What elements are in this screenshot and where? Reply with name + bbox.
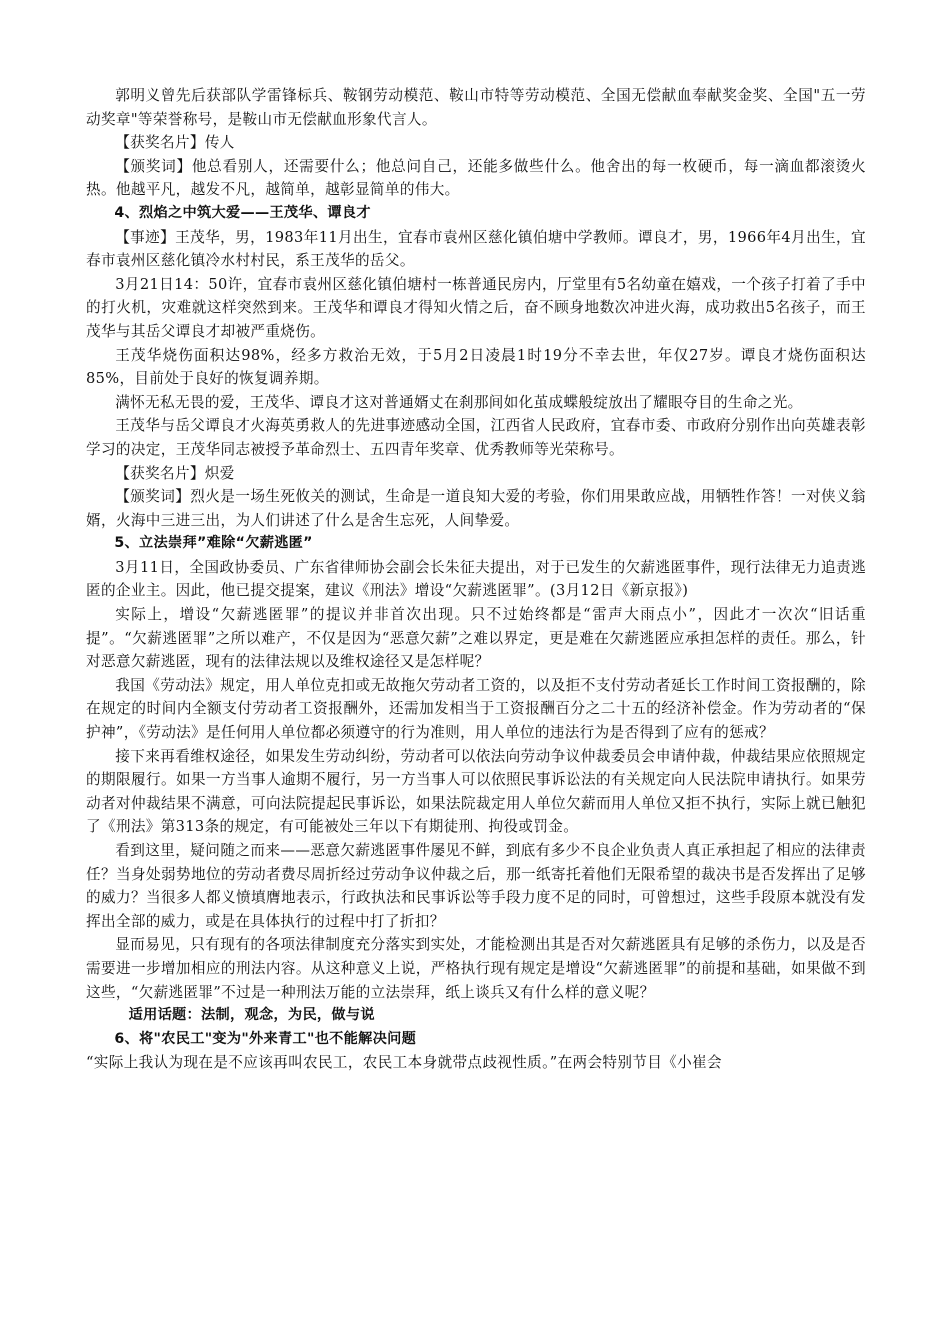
paragraph-love: 满怀无私无畏的爱，王茂华、谭良才这对普通婿丈在刹那间如化茧成蝶般绽放出了耀眼夺目的生命之光。 bbox=[115, 393, 803, 411]
paragraph-conclusion: 显而易见，只有现有的各项法律制度充分落实到实处，才能检测出其是否对欠薪逃匿具有足够的杀伤力，以及是否需要进一步增加相应的刑法内容。从这种意义上说，严格执行现有规定是增设“欠薪逃匿罪”的前提和基础，如果做不到这些，“欠薪逃匿罪”不过是一种刑法万能的立法崇拜，纸上谈兵又有什么样的意义呢？ bbox=[86, 936, 866, 1001]
paragraph-labor-law: 我国《劳动法》规定，用人单位克扣或无故拖欠劳动者工资的，以及拒不支付劳动者延长工作时间工资报酬的，除在规定的时间内全额支付劳动者工资报酬外，还需加发相当于工资报酬百分之二十五的经济补偿金。作为劳动者的“保护神”，《劳动法》是任何用人单位都必须遵守的行为准则，用人单位的违法行为是否得到了应有的惩戒？ bbox=[86, 676, 866, 742]
paragraph-honors: 郭明义曾先后获部队学雷锋标兵、鞍钢劳动模范、鞍山市特等劳动模范、全国无偿献血奉献奖金奖、全国"五一劳动奖章"等荣誉称号，是鞍山市无偿献血形象代言人。 bbox=[86, 87, 866, 128]
paragraph-burns: 王茂华烧伤面积达98%，经多方救治无效，于5月2日凌晨1时19分不幸去世，年仅27岁。谭良才烧伤面积达85%，目前处于良好的恢复调养期。 bbox=[86, 346, 866, 388]
award-citation-1: 【颁奖词】他总看别人，还需要什么；他总问自己，还能多做些什么。他舍出的每一枚硬币，每一滴血都滚烫火热。他越平凡，越发不凡，越简单，越彰显简单的伟大。 bbox=[86, 157, 866, 199]
section-heading-4: 4、烈焰之中筑大爱——王茂华、谭良才 bbox=[114, 204, 371, 221]
section-heading-5: 5、立法崇拜”难除“欠薪逃匿” bbox=[114, 535, 313, 552]
award-card-2: 【获奖名片】炽爱 bbox=[115, 464, 235, 482]
award-card-1: 【获奖名片】传人 bbox=[115, 134, 235, 152]
section-heading-6: 6、将"农民工"变为"外来青工"也不能解决问题 bbox=[114, 1030, 417, 1047]
paragraph-arbitration: 接下来再看维权途径，如果发生劳动纠纷，劳动者可以依法向劳动争议仲裁委员会申请仲裁，仲裁结果应依照规定的期限履行。如果一方当事人逾期不履行，另一方当事人可以依照民事诉讼法的有关规定向人民法院申请执行。如果劳动者对仲裁结果不满意，可向法院提起民事诉讼，如果法院裁定用人单位欠薪而用人单位又拒不执行，实际上就已触犯了《刑法》第313条的规定，有可能被处三年以下有期徒刑、拘役或罚金。 bbox=[86, 747, 866, 836]
paragraph-questions: 看到这里，疑问随之而来——恶意欠薪逃匿事件屡见不鲜，到底有多少不良企业负责人真正承担起了相应的法律责任？当身处弱势地位的劳动者费尽周折经过劳动争议仲裁之后，那一纸寄托着他们无限希望的裁决书是否发挥出了足够的威力？当很多人都义愤填膺地表示，行政执法和民事诉讼等手段力度不足的同时，可曾想过，这些手段原本就没有发挥出全部的威力，或是在具体执行的过程中打了折扣？ bbox=[86, 842, 866, 930]
award-citation-2: 【颁奖词】烈火是一场生死攸关的测试，生命是一道良知大爱的考验，你们用果敢应战，用牺牲作答！一对侠义翁婿，火海中三进三出，为人们讲述了什么是舍生忘死，人间挚爱。 bbox=[86, 488, 866, 529]
document-page bbox=[86, 84, 866, 1075]
paragraph-quote: “实际上我认为现在是不应该再叫农民工，农民工本身就带点歧视性质。”在两会特别节目《小崔会 bbox=[86, 1054, 722, 1072]
paragraph-deeds: 【事迹】王茂华，男，1983年11月出生，宜春市袁州区慈化镇伯塘中学教师。谭良才，男，1966年4月出生，宜春市袁州区慈化镇冷水村村民，系王茂华的岳父。 bbox=[86, 228, 866, 270]
paragraph-history: 实际上，增设“欠薪逃匿罪”的提议并非首次出现。只不过始终都是“雷声大雨点小”，因此才一次次“旧话重提”。“欠薪逃匿罪”之所以难产，不仅是因为“恶意欠薪”之难以界定，更是难在欠薪逃匿应承担怎样的责任。那么，针对恶意欠薪逃匿，现有的法律法规以及维权途径又是怎样呢？ bbox=[86, 606, 866, 671]
topics-line: 适用话题：法制，观念，为民，做与说 bbox=[128, 1007, 375, 1024]
paragraph-proposal: 3月11日，全国政协委员、广东省律师协会副会长朱征夫提出，对于已发生的欠薪逃匿事件，现行法律无力追责逃匿的企业主。因此，他已提交提案，建议《刑法》增设“欠薪逃匿罪”。(3月12日《新京报》) bbox=[86, 558, 866, 600]
paragraph-recognition: 王茂华与岳父谭良才火海英勇救人的先进事迹感动全国，江西省人民政府，宜春市委、市政府分别作出向英雄表彰学习的决定，王茂华同志被授予革命烈士、五四青年奖章、优秀教师等光荣称号。 bbox=[86, 417, 866, 458]
paragraph-fire-event: 3月21日14：50许，宜春市袁州区慈化镇伯塘村一栋普通民房内，厅堂里有5名幼童在嬉戏，一个孩子打着了手中的打火机，灾难就这样突然到来。王茂华和谭良才得知火情之后，奋不顾身地数次冲进火海，成功救出5名孩子，而王茂华与其岳父谭良才却被严重烧伤。 bbox=[86, 275, 866, 340]
